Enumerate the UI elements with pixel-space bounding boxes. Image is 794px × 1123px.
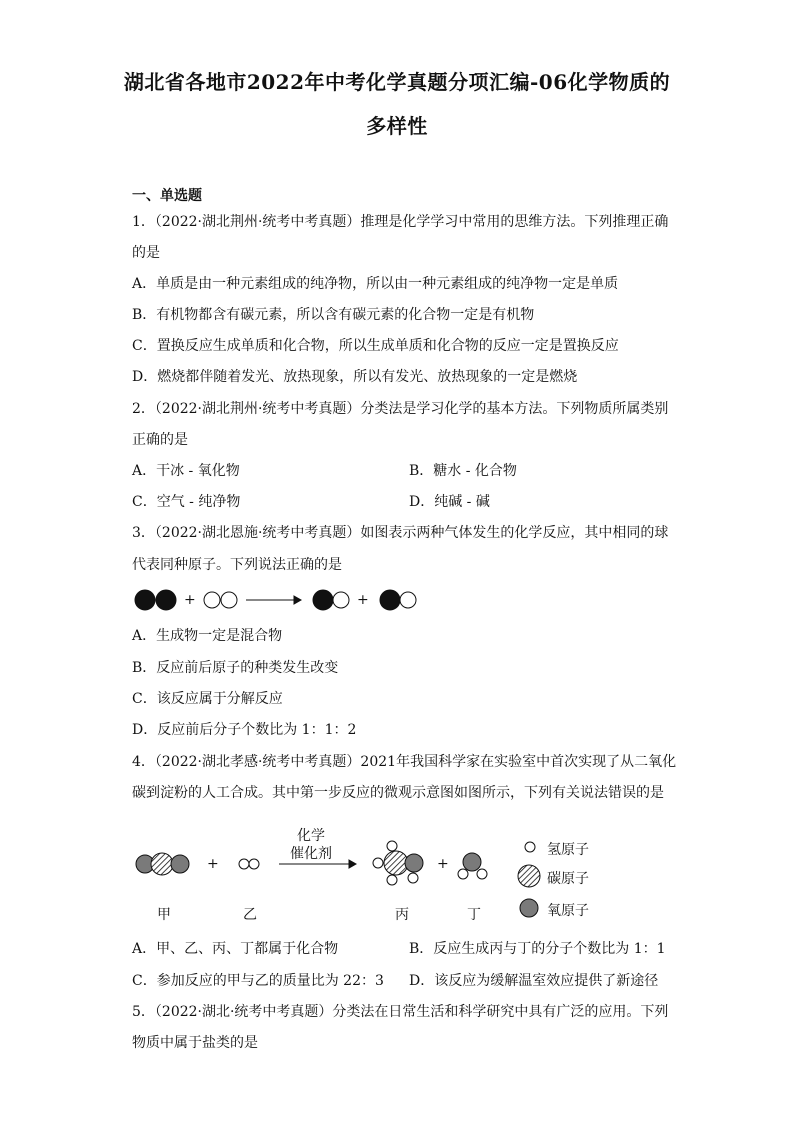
section-heading: 一、单选题 — [132, 188, 202, 204]
q4-label-jia: 甲 — [157, 907, 171, 923]
legend-carbon-icon — [518, 865, 540, 887]
q2-option-d: D．纯碱 - 碱 — [409, 494, 490, 510]
q3-stem-line2: 代表同种原子。下列说法正确的是 — [132, 557, 342, 573]
q4-carbon-atom — [151, 853, 173, 875]
q1-option-b: B．有机物都含有碳元素，所以含有碳元素的化合物一定是有机物 — [132, 307, 535, 323]
q4-hydrogen-atom — [458, 869, 468, 879]
q4-option-d: D．该反应为缓解温室效应提供了新途径 — [409, 973, 659, 989]
q1-option-c: C．置换反应生成单质和化合物，所以生成单质和化合物的反应一定是置换反应 — [132, 338, 619, 354]
q3-option-d: D．反应前后分子个数比为 1：1：2 — [132, 722, 357, 738]
q4-hydrogen-atom — [249, 859, 259, 869]
q1-stem-line1: 1．（2022·湖北荆州·统考中考真题）推理是化学学习中常用的思维方法。下列推理正确 — [132, 214, 669, 230]
q4-oxygen-atom — [463, 853, 481, 871]
q5-stem-line2: 物质中属于盐类的是 — [132, 1035, 258, 1051]
q3-option-b: B．反应前后原子的种类发生改变 — [132, 660, 339, 676]
q2-stem-line2: 正确的是 — [132, 432, 188, 448]
legend-hydrogen-label: 氢原子 — [547, 842, 589, 858]
q2-option-b: B．糖水 - 化合物 — [409, 463, 517, 479]
q4-hydrogen-atom — [408, 873, 418, 883]
q1-option-d: D．燃烧都伴随着发光、放热现象，所以有发光、放热现象的一定是燃烧 — [132, 369, 578, 385]
q4-arrow-label-bottom: 催化剂 — [290, 846, 332, 862]
q4-hydrogen-atom — [387, 875, 397, 885]
q4-plus-sign: + — [207, 856, 219, 872]
q4-option-c: C．参加反应的甲与乙的质量比为 22：3 — [132, 973, 384, 989]
q4-label-bing: 丙 — [395, 907, 409, 923]
q4-stem-line2: 碳到淀粉的人工合成。其中第一步反应的微观示意图如图所示，下列有关说法错误的是 — [132, 785, 664, 801]
q4-carbon-atom — [384, 851, 408, 875]
q3-option-c: C．该反应属于分解反应 — [132, 691, 283, 707]
legend-oxygen-label: 氧原子 — [547, 903, 589, 919]
q4-plus-sign: + — [437, 856, 449, 872]
q2-option-c: C．空气 - 纯净物 — [132, 494, 241, 510]
q4-oxygen-atom — [171, 855, 189, 873]
q4-stem-line1: 4．（2022·湖北孝感·统考中考真题）2021年我国科学家在实验室中首次实现了从二氧化 — [132, 754, 677, 770]
q4-option-b: B．反应生成丙与丁的分子个数比为 1：1 — [409, 941, 666, 957]
legend-oxygen-icon — [520, 899, 538, 917]
q2-option-a: A．干冰 - 氧化物 — [132, 463, 240, 479]
q3-plus-sign: + — [184, 592, 196, 608]
q4-hydrogen-atom — [477, 869, 487, 879]
q4-hydrogen-atom — [373, 858, 383, 868]
q2-stem-line1: 2．（2022·湖北荆州·统考中考真题）分类法是学习化学的基本方法。下列物质所属类别 — [132, 401, 669, 417]
page-title-line2: 多样性 — [366, 114, 428, 138]
q4-label-ding: 丁 — [467, 907, 481, 923]
legend-carbon-label: 碳原子 — [547, 871, 589, 887]
q4-label-yi: 乙 — [243, 907, 257, 923]
legend-hydrogen-icon — [525, 842, 535, 852]
q4-hydrogen-atom — [239, 859, 249, 869]
q3-option-a: A．生成物一定是混合物 — [132, 628, 283, 644]
q1-option-a: A．单质是由一种元素组成的纯净物，所以由一种元素组成的纯净物一定是单质 — [132, 276, 619, 292]
q4-hydrogen-atom — [387, 841, 397, 851]
q3-stem-line1: 3．（2022·湖北恩施·统考中考真题）如图表示两种气体发生的化学反应，其中相同的球 — [132, 525, 669, 541]
q4-oxygen-atom — [405, 854, 423, 872]
q4-option-a: A．甲、乙、丙、丁都属于化合物 — [132, 941, 339, 957]
q1-stem-line2: 的是 — [132, 245, 160, 261]
q5-stem-line1: 5．（2022·湖北·统考中考真题）分类法在日常生活和科学研究中具有广泛的应用。下列 — [132, 1004, 669, 1020]
q4-arrowhead — [349, 860, 356, 868]
q4-arrow-label-top: 化学 — [297, 828, 325, 844]
page-title-line1: 湖北省各地市2022年中考化学真题分项汇编-06化学物质的 — [123, 70, 671, 94]
q3-plus-sign: + — [357, 592, 369, 608]
